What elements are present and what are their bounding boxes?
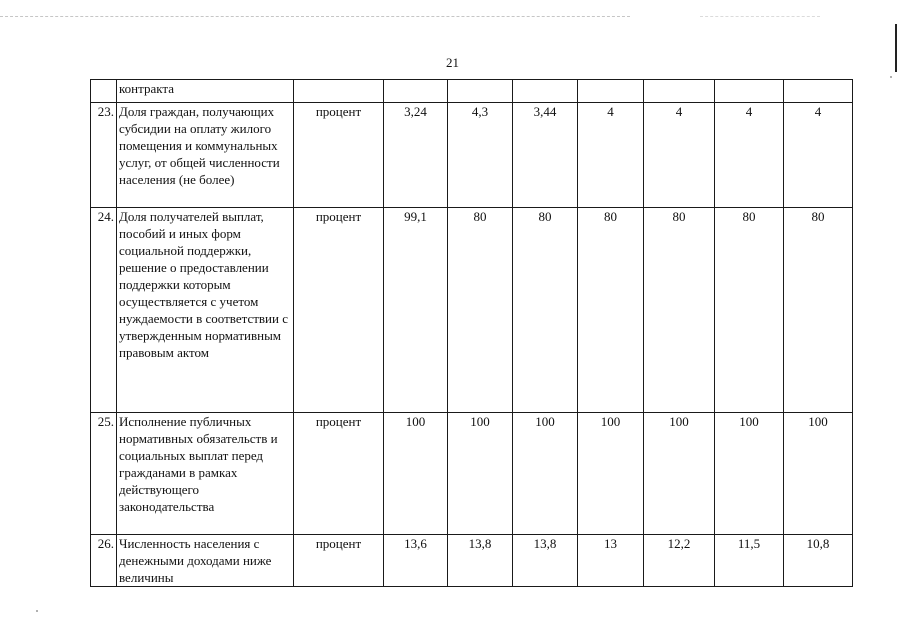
value-cell — [578, 80, 644, 103]
indicator-name: Исполнение публичных нормативных обязательств и социальных выплат перед гражданами в рамках действующего законодательства — [117, 413, 294, 535]
value-cell: 13,6 — [384, 535, 448, 587]
value-cell: 100 — [384, 413, 448, 535]
value-cell: 80 — [644, 208, 715, 413]
value-cell: 99,1 — [384, 208, 448, 413]
value-cell: 100 — [513, 413, 578, 535]
row-number: 26. — [91, 535, 117, 587]
row-number: 23. — [91, 103, 117, 208]
scan-speck — [890, 76, 892, 78]
unit-cell: процент — [294, 535, 384, 587]
value-cell: 100 — [448, 413, 513, 535]
scan-speck — [36, 610, 38, 612]
value-cell: 11,5 — [715, 535, 784, 587]
indicators-table — [90, 79, 853, 587]
value-cell — [384, 80, 448, 103]
page-number: 21 — [446, 55, 459, 70]
value-cell: 3,24 — [384, 103, 448, 208]
value-cell: 4 — [578, 103, 644, 208]
indicator-name: Численность населения с денежными доходами ниже величины — [117, 535, 294, 587]
value-cell: 100 — [784, 413, 853, 535]
value-cell: 13 — [578, 535, 644, 587]
value-cell: 100 — [578, 413, 644, 535]
value-cell: 4 — [784, 103, 853, 208]
value-cell: 4 — [715, 103, 784, 208]
value-cell: 80 — [513, 208, 578, 413]
value-cell — [448, 80, 513, 103]
value-cell: 10,8 — [784, 535, 853, 587]
table-row — [91, 208, 853, 413]
value-cell — [715, 80, 784, 103]
indicator-name: контракта — [117, 80, 294, 103]
value-cell: 12,2 — [644, 535, 715, 587]
row-number: 24. — [91, 208, 117, 413]
value-cell: 4 — [644, 103, 715, 208]
value-cell — [784, 80, 853, 103]
value-cell: 80 — [715, 208, 784, 413]
unit-cell: процент — [294, 208, 384, 413]
value-cell: 13,8 — [448, 535, 513, 587]
value-cell: 3,44 — [513, 103, 578, 208]
table-row — [91, 103, 853, 208]
table-row — [91, 413, 853, 535]
value-cell — [513, 80, 578, 103]
indicator-name: Доля получателей выплат, пособий и иных форм социальной поддержки, решение о предоставлении поддержки которым осуществляется с учетом нуждаемости в соответствии с утвержденным нормативным правовым актом — [117, 208, 294, 413]
value-cell: 100 — [644, 413, 715, 535]
table-row — [91, 535, 853, 587]
row-number — [91, 80, 117, 103]
unit-cell — [294, 80, 384, 103]
value-cell: 80 — [448, 208, 513, 413]
scan-artifact-line-right — [700, 16, 820, 17]
indicator-name: Доля граждан, получающих субсидии на оплату жилого помещения и коммунальных услуг, от общей численности населения (не более) — [117, 103, 294, 208]
value-cell: 13,8 — [513, 535, 578, 587]
row-number: 25. — [91, 413, 117, 535]
value-cell: 80 — [578, 208, 644, 413]
value-cell: 4,3 — [448, 103, 513, 208]
scan-artifact-line — [0, 16, 630, 17]
value-cell — [644, 80, 715, 103]
unit-cell: процент — [294, 413, 384, 535]
value-cell: 80 — [784, 208, 853, 413]
table-row — [91, 80, 853, 103]
unit-cell: процент — [294, 103, 384, 208]
value-cell: 100 — [715, 413, 784, 535]
